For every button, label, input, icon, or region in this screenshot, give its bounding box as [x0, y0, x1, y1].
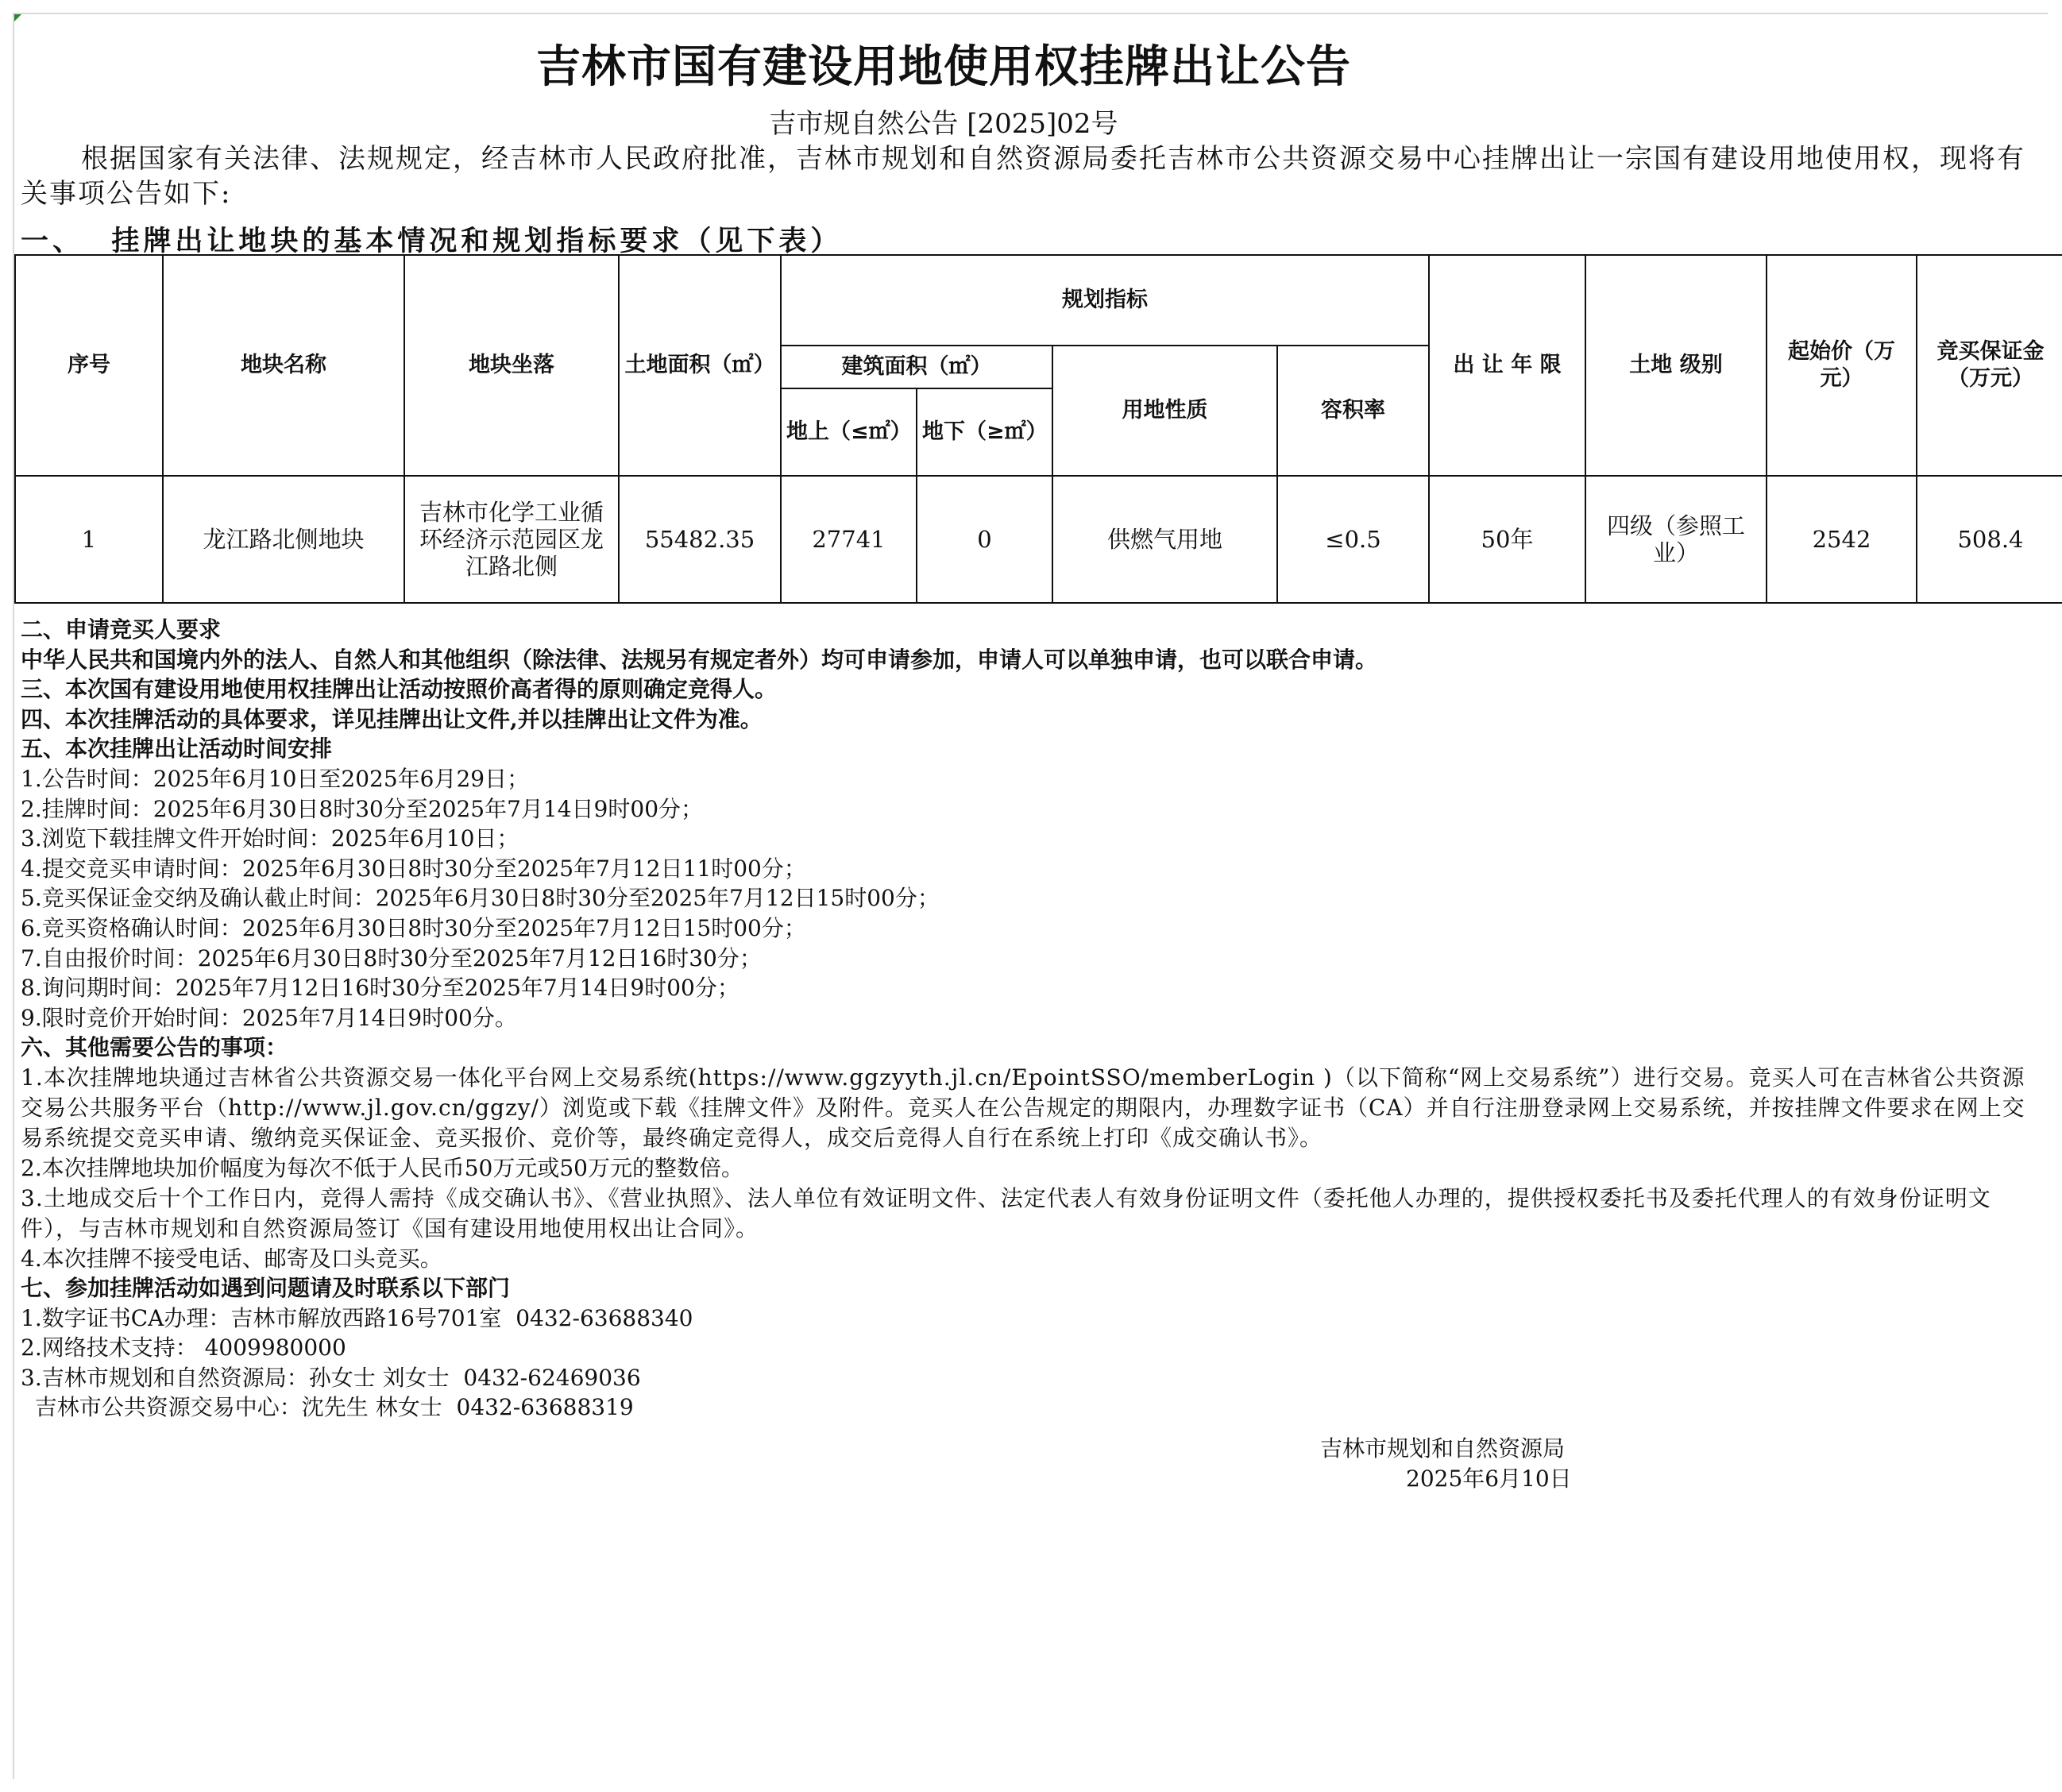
corner-marker	[14, 14, 21, 21]
header-planning-indicators: 规划指标	[781, 255, 1429, 346]
cell-start-price: 2542	[1767, 476, 1917, 603]
notice-title: 吉林市国有建设用地使用权挂牌出让公告	[536, 41, 1351, 93]
notice-body	[21, 615, 2045, 1423]
cell-parcel-name: 龙江路北侧地块	[163, 476, 404, 603]
cell-plot-ratio: ≤0.5	[1277, 476, 1429, 603]
cell-term: 50年	[1429, 476, 1585, 603]
header-building-area: 建筑面积（㎡）	[781, 346, 1052, 388]
document-number: 吉市规自然公告 [2025]02号	[769, 108, 1118, 140]
signature-date: 2025年6月10日	[1406, 1466, 1572, 1492]
schedule-item: 8.询问期时间：2025年7月12日16时30分至2025年7月14日9时00分；	[21, 975, 739, 1002]
section-1-heading: 一、 挂牌出让地块的基本情况和规划指标要求（见下表）	[21, 225, 843, 257]
cell-below-ground: 0	[917, 476, 1052, 603]
header-deposit: 竞买保证金（万元）	[1917, 255, 2062, 476]
other-item-2: 2.本次挂牌地块加价幅度为每次不低于人民币50万元或50万元的整数倍。	[21, 1154, 743, 1181]
schedule-item: 6.竞买资格确认时间：2025年6月30日8时30分至2025年7月12日15时00分；	[21, 914, 806, 941]
header-parcel-name: 地块名称	[163, 255, 404, 476]
section-5-heading: 五、本次挂牌出让活动时间安排	[21, 736, 333, 763]
schedule-item: 9.限时竞价开始时间：2025年7月14日9时00分。	[21, 1004, 517, 1031]
schedule-item: 7.自由报价时间：2025年6月30日8时30分至2025年7月12日16时30分；	[21, 944, 762, 971]
contact-item: 3.吉林市规划和自然资源局：孙女士 刘女士 0432-62469036	[21, 1364, 641, 1391]
header-term: 出 让 年 限	[1429, 255, 1585, 476]
cell-land-area: 55482.35	[619, 476, 781, 603]
cell-seq: 1	[15, 476, 163, 603]
intro-paragraph: 根据国家有关法律、法规规定，经吉林市人民政府批准，吉林市规划和自然资源局委托吉林市公共资源交易中心挂牌出让一宗国有建设用地使用权，现将有关事项公告如下:	[21, 143, 2025, 210]
cell-deposit: 508.4	[1917, 476, 2062, 603]
section-2-heading: 二、申请竞买人要求	[21, 616, 222, 643]
header-above-ground: 地上（≤㎡）	[781, 388, 917, 476]
cell-location: 吉林市化学工业循环经济示范园区龙江路北侧	[404, 476, 619, 603]
header-seq: 序号	[15, 255, 163, 476]
cell-land-use: 供燃气用地	[1052, 476, 1277, 603]
schedule-item: 3.浏览下载挂牌文件开始时间：2025年6月10日；	[21, 825, 519, 852]
schedule-item: 1.公告时间：2025年6月10日至2025年6月29日；	[21, 765, 530, 792]
header-plot-ratio: 容积率	[1277, 346, 1429, 476]
schedule-item: 5.竞买保证金交纳及确认截止时间：2025年6月30日8时30分至2025年7月12日15时00分；	[21, 885, 940, 912]
signature-organization: 吉林市规划和自然资源局	[1320, 1435, 1566, 1462]
header-location: 地块坐落	[404, 255, 619, 476]
header-land-grade: 土地 级别	[1585, 255, 1767, 476]
section-2-text: 中华人民共和国境内外的法人、自然人和其他组织（除法律、法规另有规定者外）均可申请参加，申请人可以单独申请，也可以联合申请。	[21, 646, 1378, 673]
schedule-item: 2.挂牌时间：2025年6月30日8时30分至2025年7月14日9时00分；	[21, 795, 704, 822]
section-4-text: 四、本次挂牌活动的具体要求，详见挂牌出让文件,并以挂牌出让文件为准。	[21, 705, 763, 732]
header-start-price: 起始价（万元）	[1767, 255, 1917, 476]
header-below-ground: 地下（≥㎡）	[917, 388, 1052, 476]
contact-item: 吉林市公共资源交易中心：沈先生 林女士 0432-63688319	[21, 1394, 634, 1421]
other-item-3: 3.土地成交后十个工作日内，竞得人需持《成交确认书》、《营业执照》、法人单位有效证明文件、法定代表人有效身份证明文件（委托他人办理的，提供授权委托书及委托代理人的有效身份证明文件），与吉林市规划和自然资源局签订《国有建设用地使用权出让合同》。	[21, 1184, 1991, 1242]
schedule-item: 4.提交竞买申请时间：2025年6月30日8时30分至2025年7月12日11时00分；	[21, 855, 806, 882]
section-7-heading: 七、参加挂牌活动如遇到问题请及时联系以下部门	[21, 1275, 511, 1302]
cell-above-ground: 27741	[781, 476, 917, 603]
cell-land-grade: 四级（参照工业）	[1585, 476, 1767, 603]
notice-page	[13, 13, 2048, 1779]
header-land-area: 土地面积（㎡）	[619, 255, 781, 476]
land-parcel-table	[14, 254, 2062, 604]
table-row	[15, 476, 2062, 603]
table-header-row	[15, 255, 2062, 346]
header-land-use: 用地性质	[1052, 346, 1277, 476]
contact-item: 2.网络技术支持： 4009980000	[21, 1334, 346, 1361]
section-6-heading: 六、其他需要公告的事项：	[21, 1034, 288, 1061]
other-item-4: 4.本次挂牌不接受电话、邮寄及口头竞买。	[21, 1245, 442, 1272]
contact-item: 1.数字证书CA办理：吉林市解放西路16号701室 0432-63688340	[21, 1304, 693, 1331]
section-3-text: 三、本次国有建设用地使用权挂牌出让活动按照价高者得的原则确定竞得人。	[21, 676, 778, 703]
other-item-1: 1.本次挂牌地块通过吉林省公共资源交易一体化平台网上交易系统(https://www.ggzyyth.jl.cn/EpointSSO/memberLogin )（以下简称“网上交易系统”）进行交易。竞买人可在吉林省公共资源交易公共服务平台（http://www.jl.gov.cn/ggzy/）浏览或下载《挂牌文件》及附件。竞买人在公告规定的期限内，办理数字证书（CA）并自行注册登录网上交易系统，并按挂牌文件要求在网上交易系统提交竞买申请、缴纳竞买保证金、竞买报价、竞价等，最终确定竞得人，成交后竞得人自行在系统上打印《成交确认书》。	[21, 1064, 2025, 1151]
